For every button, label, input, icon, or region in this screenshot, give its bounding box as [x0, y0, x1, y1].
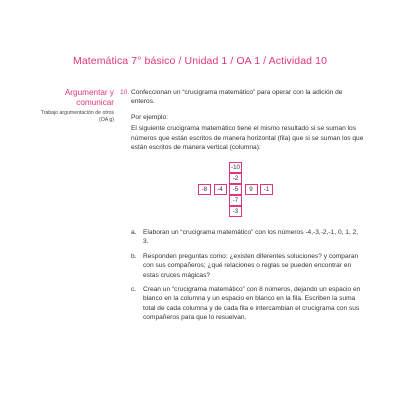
crossword-cell-col-4: -7 — [229, 195, 242, 206]
crossword-cell-row-5: -1 — [260, 184, 273, 195]
crossword-grid — [198, 162, 270, 222]
question-text: Confeccionan un “crucigrama matemático” para operar con la adición de enteros. — [131, 89, 343, 106]
skill-subheading: Trabajo argumentación de otros (OA g) — [40, 110, 114, 123]
list-item — [131, 285, 365, 323]
subitem-letter: c. — [131, 286, 137, 294]
crossword-cell-col-5: -3 — [229, 206, 242, 217]
crossword-cell-col-1: -10 — [229, 162, 242, 173]
subitem-text: Crean un “crucigrama matemático” con 8 números, dejando un espacio en blanco en la columna y un espacio en blanco en la fila. Escriben la suma total de cada columna y de cada fila e intercambian el crucigrama con sus compañeros para que lo resuelvan. — [143, 286, 361, 322]
subitem-letter: a. — [131, 229, 137, 236]
skill-heading: Argumentar y comunicar — [64, 88, 114, 107]
crossword-cell-center: -5 — [229, 184, 242, 195]
sidebar — [40, 88, 114, 123]
list-item — [131, 252, 365, 280]
subitem-list — [131, 228, 365, 328]
subitem-text: Responden preguntas como: ¿existen diferentes soluciones? y comparan con sus compañeros; ¿qué relaciones o reglas se pueden encontrar en estas cruces mágicas? — [143, 252, 359, 279]
crossword-cell-row-2: -4 — [214, 184, 227, 195]
crossword-cell-row-1: -8 — [198, 184, 211, 195]
example-text: El siguiente crucigrama matemático tiene el mismo resultado si se suman los números que están escritos de manera horizontal (fila) que si se suman los que están escritos de manera vertical (columna): — [131, 125, 364, 152]
question-block — [120, 88, 364, 152]
subitem-text: Elaboran un “crucigrama matemático” con los números -4,-3,-2,-1, 0, 1, 2, 3. — [143, 229, 359, 246]
crossword-cell-row-4: 9 — [245, 184, 258, 195]
example-label: Por ejemplo: — [131, 113, 169, 121]
list-item — [131, 228, 365, 247]
page-title: Matemática 7° básico / Unidad 1 / OA 1 / Actividad 10 — [72, 55, 328, 67]
crossword-cell-col-2: -2 — [229, 173, 242, 184]
subitem-letter: b. — [131, 252, 137, 260]
question-number: 10. — [120, 89, 130, 96]
